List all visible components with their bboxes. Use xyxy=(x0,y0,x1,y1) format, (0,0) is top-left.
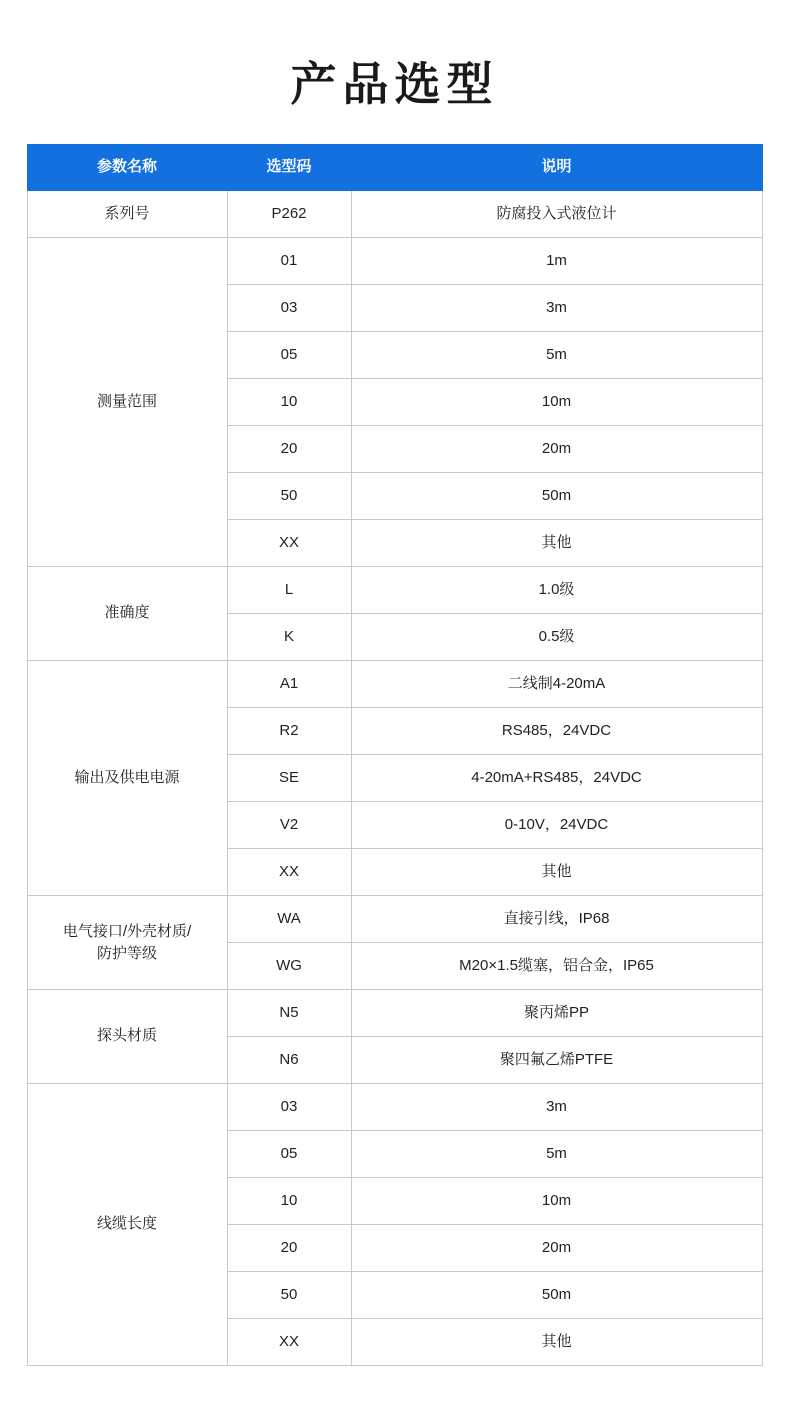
code-cell: 03 xyxy=(227,285,351,332)
table-row xyxy=(27,1084,762,1131)
desc-cell: 20m xyxy=(351,1225,762,1272)
param-name-cell: 准确度 xyxy=(27,567,227,661)
code-cell: P262 xyxy=(227,191,351,238)
code-cell: N5 xyxy=(227,990,351,1037)
code-cell: V2 xyxy=(227,802,351,849)
param-name-cell: 线缆长度 xyxy=(27,1084,227,1366)
code-cell: 10 xyxy=(227,379,351,426)
desc-cell: 聚丙烯PP xyxy=(351,990,762,1037)
code-cell: K xyxy=(227,614,351,661)
param-name-cell: 探头材质 xyxy=(27,990,227,1084)
desc-cell: 10m xyxy=(351,1178,762,1225)
table-header-row xyxy=(27,145,762,191)
table-row xyxy=(27,238,762,285)
desc-cell: 0-10V，24VDC xyxy=(351,802,762,849)
code-cell: N6 xyxy=(227,1037,351,1084)
param-name-cell xyxy=(27,896,227,990)
param-name-line2: 防护等级 xyxy=(96,944,157,962)
desc-cell: RS485，24VDC xyxy=(351,708,762,755)
desc-cell: 防腐投入式液位计 xyxy=(351,191,762,238)
desc-cell: 其他 xyxy=(351,520,762,567)
desc-cell: 聚四氟乙烯PTFE xyxy=(351,1037,762,1084)
param-name-line1: 电气接口/外壳材质/ xyxy=(62,922,192,940)
code-cell: R2 xyxy=(227,708,351,755)
code-cell: WG xyxy=(227,943,351,990)
desc-cell: 直接引线，IP68 xyxy=(351,896,762,943)
code-cell: XX xyxy=(227,520,351,567)
desc-cell: 1m xyxy=(351,238,762,285)
table-header xyxy=(27,145,762,191)
code-cell: 50 xyxy=(227,1272,351,1319)
code-cell: 05 xyxy=(227,332,351,379)
column-header-description: 说明 xyxy=(351,145,762,191)
code-cell: 01 xyxy=(227,238,351,285)
table-row xyxy=(27,567,762,614)
desc-cell: 其他 xyxy=(351,849,762,896)
code-cell: 03 xyxy=(227,1084,351,1131)
code-cell: 10 xyxy=(227,1178,351,1225)
desc-cell: 其他 xyxy=(351,1319,762,1366)
column-header-parameter-name: 参数名称 xyxy=(27,145,227,191)
desc-cell: 20m xyxy=(351,426,762,473)
param-name-cell: 测量范围 xyxy=(27,238,227,567)
table-row xyxy=(27,990,762,1037)
code-cell: 20 xyxy=(227,426,351,473)
table-body xyxy=(27,191,762,1366)
desc-cell: 1.0级 xyxy=(351,567,762,614)
desc-cell: 5m xyxy=(351,332,762,379)
desc-cell: 3m xyxy=(351,285,762,332)
code-cell: XX xyxy=(227,849,351,896)
desc-cell: M20×1.5缆塞，铝合金，IP65 xyxy=(351,943,762,990)
column-header-selection-code: 选型码 xyxy=(227,145,351,191)
desc-cell: 4-20mA+RS485，24VDC xyxy=(351,755,762,802)
code-cell: L xyxy=(227,567,351,614)
product-selection-table xyxy=(27,144,763,1366)
desc-cell: 二线制4-20mA xyxy=(351,661,762,708)
desc-cell: 10m xyxy=(351,379,762,426)
param-name-cell: 系列号 xyxy=(27,191,227,238)
code-cell: XX xyxy=(227,1319,351,1366)
code-cell: 20 xyxy=(227,1225,351,1272)
code-cell: A1 xyxy=(227,661,351,708)
code-cell: WA xyxy=(227,896,351,943)
code-cell: SE xyxy=(227,755,351,802)
page-title: 产品选型 xyxy=(290,58,499,110)
code-cell: 50 xyxy=(227,473,351,520)
table-row xyxy=(27,896,762,943)
table-row xyxy=(27,661,762,708)
desc-cell: 5m xyxy=(351,1131,762,1178)
desc-cell: 50m xyxy=(351,1272,762,1319)
table-row xyxy=(27,191,762,238)
desc-cell: 3m xyxy=(351,1084,762,1131)
desc-cell: 0.5级 xyxy=(351,614,762,661)
code-cell: 05 xyxy=(227,1131,351,1178)
desc-cell: 50m xyxy=(351,473,762,520)
param-name-cell: 输出及供电电源 xyxy=(27,661,227,896)
